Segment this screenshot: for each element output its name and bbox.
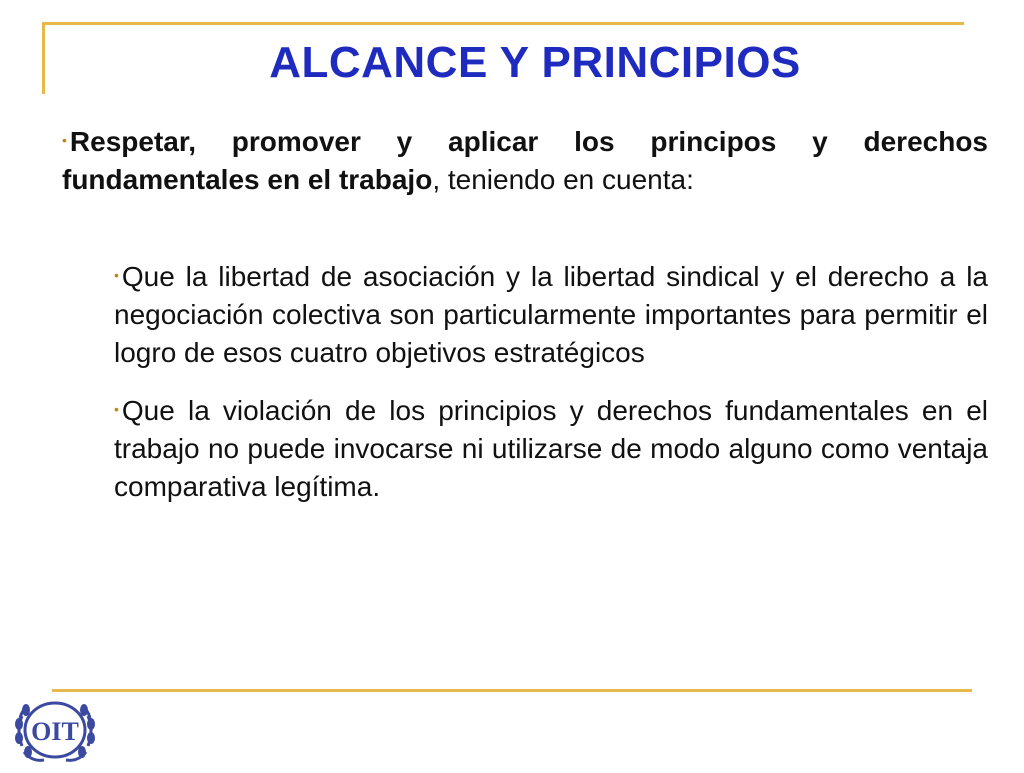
logo-text: OIT bbox=[31, 717, 79, 746]
main-rest-text: , teniendo en cuenta: bbox=[432, 164, 694, 195]
frame-top-line bbox=[42, 22, 964, 25]
slide-title: ALCANCE Y PRINCIPIOS bbox=[269, 38, 801, 87]
main-bold-text: Respetar, promover y aplicar los principos y derechos fundamentales en el trabajo bbox=[62, 126, 988, 195]
bullet-icon: • bbox=[114, 267, 119, 283]
sub-bullet-2 bbox=[114, 390, 988, 506]
sub-bullet-1 bbox=[114, 256, 988, 372]
bullet-paragraph-main bbox=[62, 121, 988, 199]
bullet-icon: • bbox=[62, 132, 67, 148]
sub-bullet-2-text: Que la violación de los principios y derechos fundamentales en el trabajo no puede invocarse ni utilizarse de modo alguno como ventaja comparativa legítima. bbox=[114, 395, 988, 502]
frame-left-line bbox=[42, 22, 45, 94]
frame-bottom-line bbox=[52, 689, 972, 692]
oit-emblem-icon bbox=[8, 688, 102, 768]
sub-bullet-1-text: Que la libertad de asociación y la libertad sindical y el derecho a la negociación colectiva son particularmente importantes para permitir el logro de esos cuatro objetivos estratégicos bbox=[114, 261, 988, 368]
bullet-icon: • bbox=[114, 401, 119, 417]
